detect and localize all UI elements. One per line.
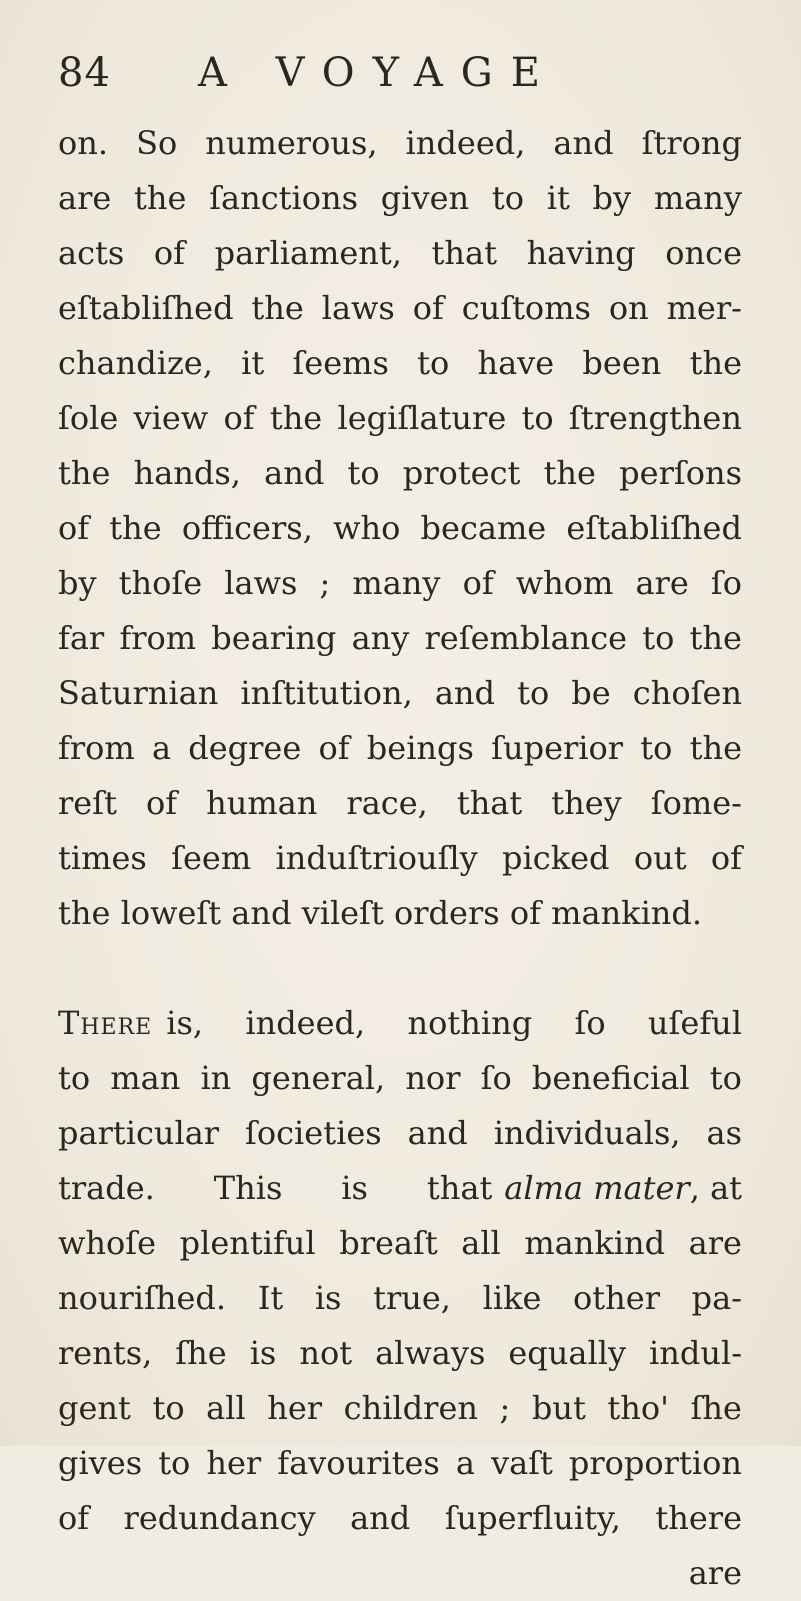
word: vaſt xyxy=(490,1444,553,1482)
text-line xyxy=(58,831,742,886)
word: cuſtoms xyxy=(461,289,591,327)
word: far xyxy=(58,619,105,657)
word: and xyxy=(264,454,325,492)
word: ſuperfluity, xyxy=(444,1499,621,1537)
word: beings xyxy=(366,729,474,767)
word: who xyxy=(333,509,401,547)
word: degree xyxy=(188,729,302,767)
word: man xyxy=(110,1059,181,1097)
word: ſeem xyxy=(171,839,252,877)
word: the xyxy=(109,509,162,547)
word: the xyxy=(543,454,596,492)
word: of xyxy=(58,509,90,547)
word: always xyxy=(375,1334,486,1372)
word: as xyxy=(706,1114,742,1152)
word: many xyxy=(352,564,441,602)
word: to xyxy=(58,1059,91,1097)
word: a xyxy=(455,1444,475,1482)
word: out xyxy=(633,839,687,877)
word: all xyxy=(206,1389,246,1427)
word: of xyxy=(318,729,350,767)
word: they xyxy=(551,784,622,822)
word: to xyxy=(517,674,550,712)
text-line xyxy=(58,776,742,831)
text-line xyxy=(58,226,742,281)
word: children xyxy=(343,1389,478,1427)
word: eſtabliſhed xyxy=(58,289,234,327)
word: true, xyxy=(373,1279,451,1317)
word: any xyxy=(351,619,410,657)
word: parliament, xyxy=(214,234,402,272)
word: human xyxy=(206,784,318,822)
word: to xyxy=(152,1389,185,1427)
word: ſo xyxy=(480,1059,512,1097)
word: to xyxy=(709,1059,742,1097)
word: gives xyxy=(58,1444,143,1482)
word: the xyxy=(269,399,323,437)
word: ſo xyxy=(710,564,742,602)
word: thoſe xyxy=(118,564,203,602)
word: ſtrong xyxy=(641,124,742,162)
italic-phrase: alma mater xyxy=(504,1169,690,1207)
word: the xyxy=(251,289,304,327)
paragraph-opening-word: There xyxy=(58,1004,153,1042)
word: Saturnian xyxy=(58,674,219,712)
word: but xyxy=(531,1389,586,1427)
text-line xyxy=(58,1106,742,1161)
word: and xyxy=(350,1499,411,1537)
word: ; xyxy=(319,564,331,602)
word: by xyxy=(592,179,632,217)
word: laws xyxy=(224,564,298,602)
word: having xyxy=(526,234,636,272)
word: inſtitution, xyxy=(240,674,413,712)
word: to xyxy=(640,729,673,767)
word: ſeems xyxy=(292,344,389,382)
word: nouriſhed. xyxy=(58,1279,227,1317)
word: ſtrengthen xyxy=(568,399,742,437)
word: whom xyxy=(515,564,614,602)
line-text: , at xyxy=(689,1169,742,1207)
word: her xyxy=(267,1389,323,1427)
word: all xyxy=(461,1224,501,1262)
text-line xyxy=(58,556,742,611)
word: tho' xyxy=(607,1389,669,1427)
word: ſole xyxy=(58,399,119,437)
word: bearing xyxy=(211,619,337,657)
word: equally xyxy=(508,1334,627,1372)
word: view xyxy=(133,399,209,437)
word: So xyxy=(136,124,178,162)
word: beneficial xyxy=(531,1059,690,1097)
word: to xyxy=(521,399,554,437)
text-line xyxy=(58,666,742,721)
word: of xyxy=(412,289,444,327)
word: acts xyxy=(58,234,125,272)
text-line xyxy=(58,171,742,226)
word: indul- xyxy=(649,1334,742,1372)
word: individuals, xyxy=(493,1114,681,1152)
word: officers, xyxy=(181,509,313,547)
word: reſemblance xyxy=(424,619,628,657)
text-line xyxy=(58,336,742,391)
text-line xyxy=(58,1216,742,1271)
word: have xyxy=(477,344,555,382)
word: became xyxy=(420,509,547,547)
word: indeed, xyxy=(405,124,526,162)
page-number: 84 xyxy=(58,50,111,96)
word: to xyxy=(491,179,524,217)
line-text: is, indeed, nothing ſo uſeful xyxy=(166,1004,742,1042)
word: are xyxy=(688,1224,742,1262)
word: gent xyxy=(58,1389,131,1427)
text-line xyxy=(58,1161,742,1216)
word: it xyxy=(546,179,570,217)
word: that xyxy=(431,234,497,272)
word: redundancy xyxy=(123,1499,316,1537)
word: and xyxy=(407,1114,468,1152)
word: ; xyxy=(499,1389,511,1427)
word: ſocieties xyxy=(245,1114,382,1152)
word: are xyxy=(635,564,689,602)
word: laws xyxy=(321,289,395,327)
word: mer- xyxy=(666,289,742,327)
word: legiſlature xyxy=(337,399,507,437)
word: whoſe xyxy=(58,1224,157,1262)
word: times xyxy=(58,839,147,877)
word: plentiful xyxy=(179,1224,316,1262)
word: reſt xyxy=(58,784,117,822)
running-title: A VOYAGE xyxy=(198,50,558,96)
catchword: are xyxy=(688,1554,742,1592)
word: many xyxy=(653,179,742,217)
word: chandize, xyxy=(58,344,213,382)
word: nor xyxy=(405,1059,461,1097)
word: on xyxy=(608,289,649,327)
text-line: the loweſt and vileſt orders of mankind. xyxy=(58,894,703,932)
word: from xyxy=(58,729,135,767)
text-line xyxy=(58,391,742,446)
word: is xyxy=(249,1334,277,1372)
word: to xyxy=(347,454,380,492)
word: perſons xyxy=(619,454,742,492)
word: ſuperior xyxy=(491,729,624,767)
word: the xyxy=(689,344,742,382)
text-line xyxy=(58,1271,742,1326)
word: proportion xyxy=(568,1444,742,1482)
word: It xyxy=(257,1279,284,1317)
word: a xyxy=(151,729,172,767)
text-line xyxy=(58,1381,742,1436)
word: rents, xyxy=(58,1334,153,1372)
word: favourites xyxy=(277,1444,440,1482)
word: the xyxy=(689,729,742,767)
word: that xyxy=(456,784,523,822)
text-line xyxy=(58,996,742,1051)
word: given xyxy=(380,179,470,217)
word: to xyxy=(417,344,450,382)
text-line xyxy=(58,1491,742,1546)
word: not xyxy=(299,1334,353,1372)
paragraph-gap xyxy=(58,941,742,996)
text-line xyxy=(58,1051,742,1106)
word: in xyxy=(200,1059,232,1097)
word: race, xyxy=(346,784,428,822)
text-line xyxy=(58,281,742,336)
word: be xyxy=(571,674,611,712)
word: general, xyxy=(251,1059,386,1097)
word: the xyxy=(689,619,742,657)
word: picked xyxy=(502,839,610,877)
word: of xyxy=(153,234,185,272)
word: pa- xyxy=(691,1279,742,1317)
text-line xyxy=(58,446,742,501)
word: of xyxy=(145,784,178,822)
word: once xyxy=(665,234,742,272)
word: and xyxy=(553,124,614,162)
word: to xyxy=(158,1444,191,1482)
word: breaſt xyxy=(339,1224,438,1262)
word: other xyxy=(573,1279,660,1317)
word: is xyxy=(314,1279,342,1317)
text-line xyxy=(58,721,742,776)
page-header xyxy=(58,50,738,106)
text-line xyxy=(58,1326,742,1381)
word: on. xyxy=(58,124,109,162)
word: by xyxy=(58,564,97,602)
word: choſen xyxy=(632,674,742,712)
word: hands, xyxy=(133,454,241,492)
word: to xyxy=(642,619,675,657)
word: from xyxy=(119,619,197,657)
word: particular xyxy=(58,1114,220,1152)
word: are xyxy=(58,179,112,217)
word: her xyxy=(206,1444,262,1482)
word: of xyxy=(462,564,494,602)
word: ſhe xyxy=(175,1334,227,1372)
word: ſanctions xyxy=(209,179,359,217)
text-line xyxy=(58,611,742,666)
word: of xyxy=(223,399,255,437)
text-line xyxy=(58,501,742,556)
text-line xyxy=(58,116,742,171)
word: the xyxy=(134,179,187,217)
word: it xyxy=(241,344,265,382)
word: induſtriouſly xyxy=(275,839,478,877)
word: of xyxy=(710,839,742,877)
word: ſome- xyxy=(650,784,742,822)
word: been xyxy=(582,344,662,382)
word: ſhe xyxy=(690,1389,742,1427)
word: numerous, xyxy=(205,124,378,162)
word: like xyxy=(482,1279,542,1317)
body-text xyxy=(58,116,742,1601)
word: protect xyxy=(402,454,521,492)
line-text: trade. This is that xyxy=(58,1169,493,1207)
word: eſtabliſhed xyxy=(566,509,742,547)
text-line xyxy=(58,1436,742,1491)
word: there xyxy=(655,1499,742,1537)
word: mankind xyxy=(524,1224,666,1262)
word: the xyxy=(58,454,111,492)
word: and xyxy=(434,674,496,712)
word: of xyxy=(58,1499,90,1537)
